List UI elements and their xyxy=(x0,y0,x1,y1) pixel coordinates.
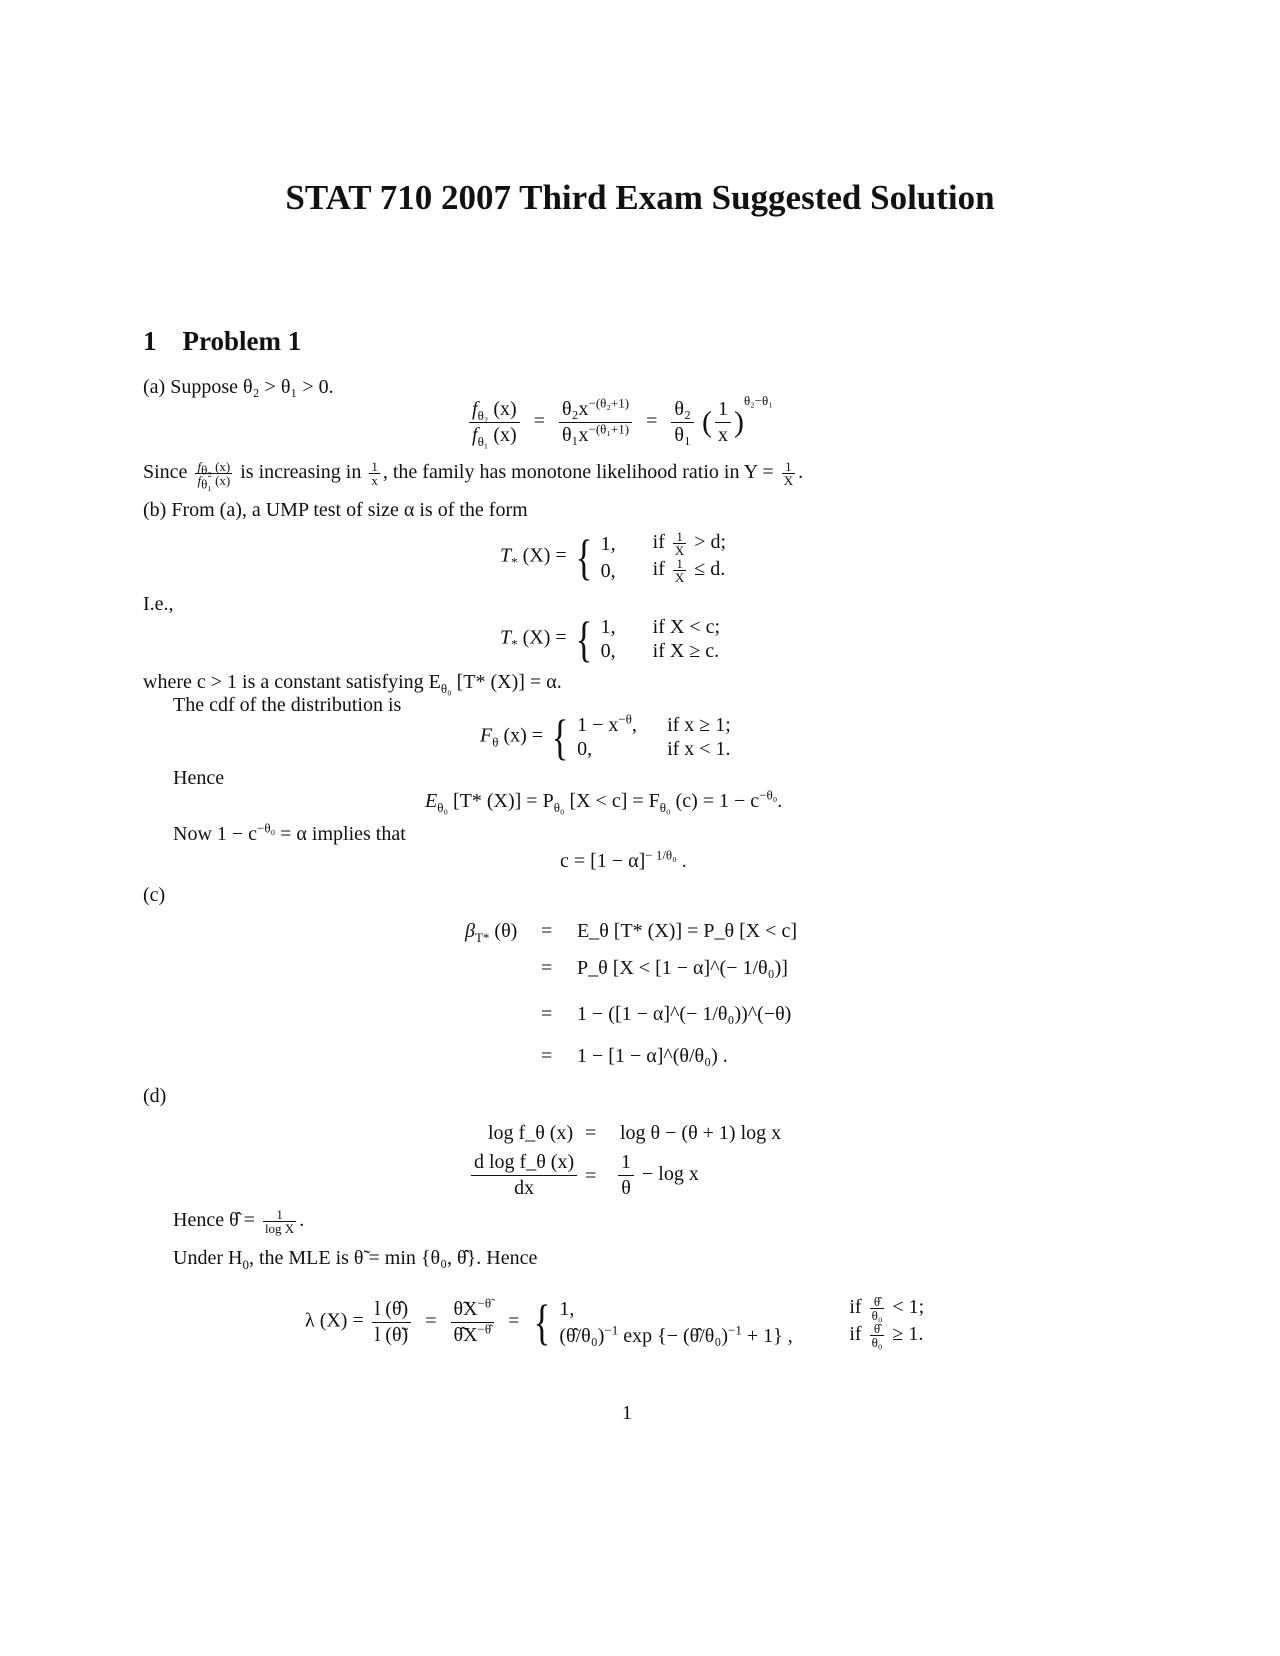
ump-test-equation-2: $T_*$ (X) = { 1, if X < c; 0, if X ≥ c. xyxy=(500,611,721,667)
page-number: 1 xyxy=(622,1402,632,1424)
section-label: Problem 1 xyxy=(182,326,302,356)
power-row-4: 1 − [1 − α]^(θ/θ₀) . xyxy=(577,1045,728,1067)
cdf-equation: $F_\theta$ (x) = { $1 - x^{-\theta}$, if x ≥ 1; 0, if x < 1. xyxy=(480,709,731,765)
log-density-rhs: log θ − (θ + 1) log x xyxy=(620,1122,782,1144)
power-lhs: $\beta_{T*}$ (θ) xyxy=(465,920,518,945)
log-density-lhs: log f_θ (x) xyxy=(488,1122,574,1144)
hence-label: Hence xyxy=(173,767,225,789)
critical-value-equation: $c = [1 - \alpha]^{- 1/\theta_0}$ . xyxy=(560,847,687,872)
power-eq-1: = xyxy=(541,920,553,942)
power-eq-4: = xyxy=(541,1045,553,1067)
power-row-2: P_θ [X < [1 − α]^(− 1/θ₀)] xyxy=(577,957,788,979)
restricted-mle-sentence: Under $H_0$, the MLE is θ̃ = min {θ₀, θ̂}. Hence xyxy=(173,1247,538,1272)
expectation-equation: $E_{\theta_0}$ [T* $(X)] = P_{\theta_0}$ $[X < c] = F_{\theta_0}$ $(c) = 1 - c^{-\theta_0}$. xyxy=(425,787,783,815)
part-a-intro: (a) Suppose θ₂ > θ₁ > 0. xyxy=(143,376,334,398)
part-c-label: (c) xyxy=(143,884,166,906)
lrt-equation: λ (X) = $\frac{l (\thetâ)}{l (\thetã)}$ = $\frac{\thetãX^{-\thetã}}{\thetâX^{-\thetâ}}$ = { 1, if $\frac{\thetâ}{\text{θ₀}}$ < 1; (θ̂/θ₀)$^{-1}$ exp {− (θ̂/θ₀)$^{-1}$ + 1} , if $\frac{\thetâ}{\text{θ₀}}$ ≥ 1. xyxy=(305,1294,925,1350)
ie-label: I.e., xyxy=(143,593,174,615)
log-density-eq: = xyxy=(585,1122,597,1144)
score-rhs: $\frac{1}{\theta}$ − log x xyxy=(615,1151,699,1200)
power-eq-3: = xyxy=(541,1003,553,1025)
where-sentence: where c > 1 is a constant satisfying $E_{\theta_0}$ [T* (X)] = α. xyxy=(143,671,562,696)
part-b-intro: (b) From (a), a UMP test of size α is of the form xyxy=(143,499,528,521)
cdf-sentence: The cdf of the distribution is xyxy=(173,694,402,716)
section-heading xyxy=(143,326,301,357)
likelihood-ratio-equation: $\frac{f_{\theta_2} (x)}{f_{\theta_1} (x)}$ = $\frac{\theta_2x^{-(\theta_2+1)}}{\theta_1x^{-(\theta_1+1)}}$ = $\frac{\text{θ₂}}{\text{θ₁}}$ ( $\frac{1}{x}$ )$^{\theta_2-\theta_1}$ xyxy=(466,398,773,447)
power-row-1: E_θ [T* (X)] = P_θ [X < c] xyxy=(577,920,797,942)
ump-test-equation: $T_*$ (X) = { 1, if $\frac{1}{X}$ > d; 0, if $\frac{1}{X}$ ≤ d. xyxy=(500,529,727,585)
section-number: 1 xyxy=(143,326,157,356)
power-row-3: 1 − ([1 − α]^(− 1/θ₀))^(−θ) xyxy=(577,1003,792,1025)
power-eq-2: = xyxy=(541,957,553,979)
now-sentence: Now $1 - c^{-\theta_0} = \alpha$ implies that xyxy=(173,820,406,845)
score-lhs: $\frac{\text{d log f\_θ (x)}}{dx}$ xyxy=(468,1151,580,1200)
part-d-label: (d) xyxy=(143,1085,167,1107)
score-eq: = xyxy=(585,1165,597,1187)
mle-sentence: Hence θ̂ = $\frac{1}{\text{log X}}$ . xyxy=(173,1207,305,1236)
since-sentence: Since $\frac{f_{\theta_2} (x)}{f_{\theta_1} (x)}$ is increasing in $\frac{1}{x}$ , the family has monotone likelihood ratio in Y = $\frac{1}{X}$ . xyxy=(143,459,804,492)
document-title: STAT 710 2007 Third Exam Suggested Solution xyxy=(285,178,995,217)
